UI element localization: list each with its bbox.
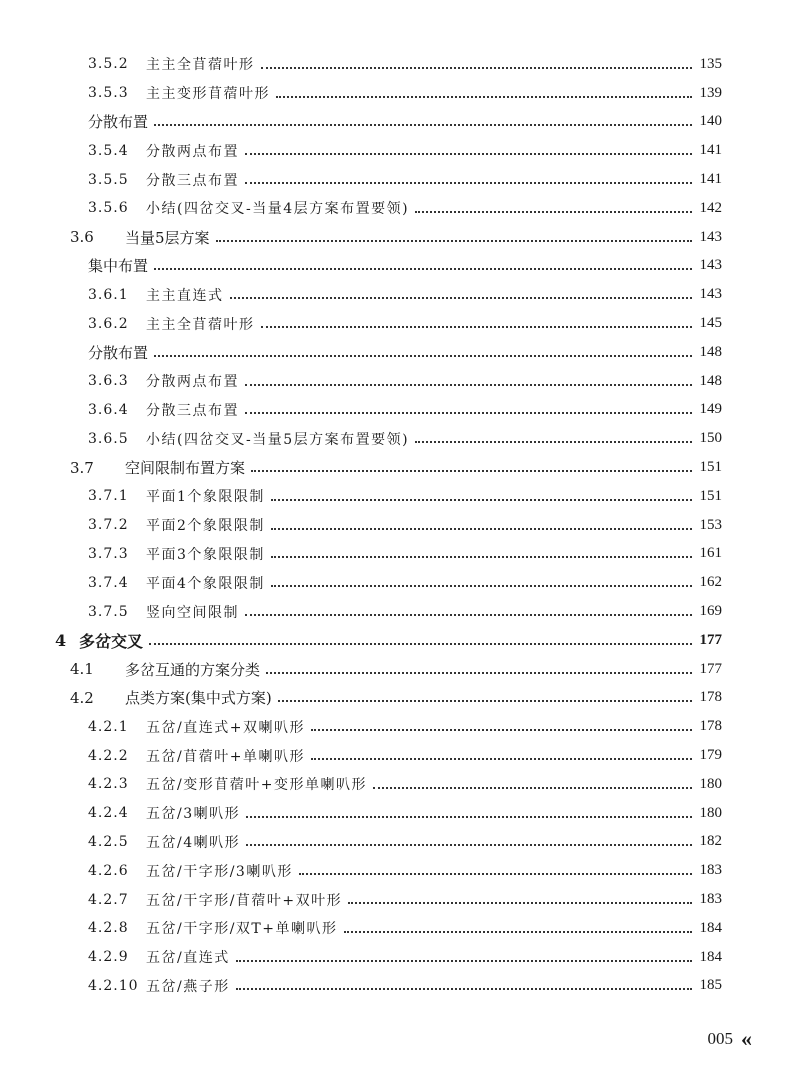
toc-entry-title: 多岔互通的方案分类 bbox=[125, 660, 261, 679]
toc-entry-title: 五岔/干字形/3喇叭形 bbox=[146, 863, 293, 880]
toc-entry-number: 3.5.3 bbox=[88, 85, 129, 102]
toc-entry-title: 竖向空间限制 bbox=[146, 604, 239, 621]
dot-leader bbox=[245, 613, 692, 616]
dot-leader bbox=[245, 383, 692, 386]
toc-entry-page: 141 bbox=[699, 171, 722, 188]
toc-entry-page: 143 bbox=[699, 286, 722, 303]
toc-entry-page: 184 bbox=[699, 919, 722, 936]
toc-entry[interactable] bbox=[0, 424, 790, 453]
dot-leader bbox=[278, 699, 692, 702]
toc-entry-title: 五岔/变形苜蓿叶+变形单喇叭形 bbox=[146, 777, 367, 794]
toc-entry-page: 177 bbox=[699, 631, 722, 648]
toc-entry-page: 150 bbox=[699, 430, 722, 447]
dot-leader bbox=[154, 354, 692, 357]
toc-entry-title: 五岔/4喇叭形 bbox=[146, 834, 241, 851]
toc-entry-number: 4.2.7 bbox=[88, 891, 129, 908]
toc-entry-page: 182 bbox=[699, 833, 722, 850]
toc-entry-title: 空间限制布置方案 bbox=[125, 459, 246, 478]
dot-leader bbox=[373, 786, 692, 789]
toc-entry[interactable] bbox=[0, 511, 790, 540]
toc-entry-number: 3.5.5 bbox=[88, 171, 129, 188]
toc-entry[interactable] bbox=[0, 914, 790, 943]
toc-entry[interactable] bbox=[0, 453, 790, 482]
dot-leader bbox=[245, 181, 692, 184]
toc-entry[interactable] bbox=[0, 568, 790, 597]
dot-leader bbox=[271, 555, 692, 558]
toc-entry[interactable] bbox=[0, 309, 790, 338]
toc-entry[interactable] bbox=[0, 770, 790, 799]
toc-entry-title: 主主直连式 bbox=[146, 287, 224, 304]
toc-entry-page: 183 bbox=[699, 862, 722, 879]
toc-entry[interactable] bbox=[0, 165, 790, 194]
toc-entry[interactable] bbox=[0, 684, 790, 713]
toc-entry[interactable] bbox=[0, 280, 790, 309]
toc-entry-number: 3.6 bbox=[70, 228, 94, 247]
page-number: 005 bbox=[707, 1029, 733, 1048]
toc-entry-page: 162 bbox=[699, 574, 722, 591]
toc-entry-page: 135 bbox=[699, 55, 722, 72]
toc-entry[interactable] bbox=[0, 655, 790, 684]
toc-entry-page: 169 bbox=[699, 603, 722, 620]
toc-entry-number: 4.2.4 bbox=[88, 805, 129, 822]
toc-entry-number: 3.7 bbox=[70, 458, 94, 477]
toc-entry-page: 141 bbox=[699, 142, 722, 159]
toc-entry[interactable] bbox=[0, 799, 790, 828]
toc-entry-page: 151 bbox=[699, 487, 722, 504]
dot-leader bbox=[271, 584, 692, 587]
dot-leader bbox=[299, 872, 692, 875]
toc-entry[interactable] bbox=[0, 108, 790, 137]
toc-entry-title: 多岔交叉 bbox=[79, 631, 144, 651]
toc-entry-page: 185 bbox=[699, 977, 722, 994]
dot-leader bbox=[246, 843, 692, 846]
toc-entry-title: 五岔/干字形/苜蓿叶+双叶形 bbox=[146, 892, 343, 909]
toc-entry-page: 140 bbox=[699, 113, 722, 130]
toc-entry[interactable] bbox=[0, 367, 790, 396]
toc-entry-title: 主主变形苜蓿叶形 bbox=[146, 86, 270, 103]
dot-leader bbox=[311, 728, 692, 731]
toc-entry-title: 分散三点布置 bbox=[146, 402, 239, 419]
dot-leader bbox=[236, 959, 692, 962]
dot-leader bbox=[154, 267, 692, 270]
toc-entry[interactable] bbox=[0, 252, 790, 281]
dot-leader bbox=[154, 123, 692, 126]
toc-entry-number: 3.5.4 bbox=[88, 142, 129, 159]
toc-entry[interactable] bbox=[0, 626, 790, 655]
toc-entry-title: 五岔/苜蓿叶+单喇叭形 bbox=[146, 748, 305, 765]
dot-leader bbox=[149, 642, 692, 645]
toc-entry-title: 小结(四岔交叉-当量5层方案布置要领) bbox=[146, 431, 410, 448]
dot-leader bbox=[271, 527, 692, 530]
toc-entry-number: 4.2.5 bbox=[88, 833, 129, 850]
toc-entry-number: 4.2 bbox=[70, 688, 94, 707]
dot-leader bbox=[245, 152, 692, 155]
toc-entry-number: 3.7.3 bbox=[88, 545, 129, 562]
toc-entry-title: 分散两点布置 bbox=[146, 143, 239, 160]
toc-entry-number: 3.6.3 bbox=[88, 373, 129, 390]
toc-entry-page: 139 bbox=[699, 84, 722, 101]
toc-entry[interactable] bbox=[0, 597, 790, 626]
toc-entry-number: 3.6.4 bbox=[88, 401, 129, 418]
page-footer bbox=[708, 1026, 749, 1052]
dot-leader bbox=[261, 66, 693, 69]
toc-entry-title: 分散布置 bbox=[88, 343, 149, 362]
toc-entry-page: 177 bbox=[699, 660, 722, 677]
toc-entry-page: 179 bbox=[699, 747, 722, 764]
toc-entry[interactable] bbox=[0, 194, 790, 223]
toc-entry-page: 143 bbox=[699, 228, 722, 245]
dot-leader bbox=[311, 757, 692, 760]
toc-entry-number: 3.7.1 bbox=[88, 488, 129, 505]
toc-entry-number: 4.2.2 bbox=[88, 747, 129, 764]
toc-entry-page: 183 bbox=[699, 891, 722, 907]
dot-leader bbox=[245, 411, 692, 414]
toc-entry-title: 平面2个象限限制 bbox=[146, 518, 265, 535]
toc-entry[interactable] bbox=[0, 828, 790, 857]
toc-entry-title: 平面4个象限限制 bbox=[146, 575, 265, 592]
dot-leader bbox=[246, 815, 692, 818]
dot-leader bbox=[216, 239, 692, 242]
toc-entry-title: 小结(四岔交叉-当量4层方案布置要领) bbox=[146, 201, 410, 218]
toc-entry-title: 分散布置 bbox=[88, 113, 149, 132]
toc-entry-page: 151 bbox=[699, 459, 722, 476]
toc-entry-title: 五岔/干字形/双T+单喇叭形 bbox=[146, 921, 338, 938]
toc-entry-title: 平面3个象限限制 bbox=[146, 546, 265, 563]
toc-entry[interactable] bbox=[0, 885, 790, 914]
toc-entry-title: 五岔/直连式 bbox=[146, 950, 230, 967]
toc-entry-number: 4.2.10 bbox=[88, 977, 139, 994]
dot-leader bbox=[266, 671, 692, 674]
toc-entry-number: 3.5.6 bbox=[88, 200, 129, 217]
toc-entry-page: 153 bbox=[699, 516, 722, 533]
toc-entry-number: 4.2.8 bbox=[88, 920, 129, 937]
toc-entry[interactable] bbox=[0, 482, 790, 511]
toc-entry-number: 4 bbox=[55, 630, 67, 650]
toc-entry[interactable] bbox=[0, 79, 790, 108]
dot-leader bbox=[251, 469, 692, 472]
table-of-contents bbox=[0, 50, 790, 1000]
toc-entry-title: 五岔/3喇叭形 bbox=[146, 806, 241, 823]
toc-entry-number: 4.2.6 bbox=[88, 862, 129, 879]
toc-entry-title: 当量5层方案 bbox=[125, 228, 210, 247]
dot-leader bbox=[236, 987, 692, 990]
toc-entry-number: 3.7.5 bbox=[88, 603, 129, 620]
toc-entry-title: 平面1个象限限制 bbox=[146, 489, 265, 506]
toc-entry-title: 点类方案(集中式方案) bbox=[125, 689, 272, 708]
toc-entry[interactable] bbox=[0, 972, 790, 1001]
toc-entry[interactable] bbox=[0, 396, 790, 425]
toc-entry-number: 3.5.2 bbox=[88, 56, 129, 73]
toc-entry[interactable] bbox=[0, 712, 790, 741]
toc-entry-page: 161 bbox=[699, 545, 722, 562]
toc-entry-page: 184 bbox=[699, 948, 722, 965]
dot-leader bbox=[261, 325, 693, 328]
toc-entry[interactable] bbox=[0, 338, 790, 367]
toc-entry-number: 3.6.1 bbox=[88, 286, 129, 303]
toc-entry-page: 180 bbox=[699, 804, 722, 821]
toc-entry-page: 145 bbox=[699, 315, 722, 332]
toc-entry-title: 集中布置 bbox=[88, 257, 149, 276]
dot-leader bbox=[415, 210, 692, 213]
toc-entry-page: 143 bbox=[699, 257, 722, 274]
toc-entry-number: 3.7.2 bbox=[88, 517, 129, 534]
toc-entry-title: 主主全苜蓿叶形 bbox=[146, 316, 255, 333]
toc-entry-title: 五岔/直连式+双喇叭形 bbox=[146, 719, 305, 736]
toc-entry-page: 148 bbox=[699, 372, 722, 389]
toc-entry-number: 4.1 bbox=[70, 660, 94, 679]
toc-entry[interactable] bbox=[0, 856, 790, 885]
toc-entry-number: 4.2.3 bbox=[88, 776, 129, 793]
dot-leader bbox=[415, 440, 692, 443]
toc-entry[interactable] bbox=[0, 741, 790, 770]
toc-entry-page: 149 bbox=[699, 401, 722, 418]
toc-entry-number: 3.7.4 bbox=[88, 574, 129, 591]
dot-leader bbox=[348, 901, 692, 904]
double-chevron-icon: « bbox=[741, 1026, 748, 1051]
toc-entry[interactable] bbox=[0, 540, 790, 569]
toc-entry-number: 4.2.1 bbox=[88, 718, 129, 735]
dot-leader bbox=[344, 930, 692, 933]
toc-entry-page: 148 bbox=[699, 343, 722, 360]
toc-entry-title: 主主全苜蓿叶形 bbox=[146, 57, 255, 74]
toc-entry[interactable] bbox=[0, 136, 790, 165]
toc-entry[interactable] bbox=[0, 943, 790, 972]
toc-entry-title: 五岔/燕子形 bbox=[146, 978, 230, 995]
toc-entry-page: 180 bbox=[699, 775, 722, 792]
dot-leader bbox=[271, 498, 692, 501]
toc-entry-number: 3.6.5 bbox=[88, 430, 129, 447]
toc-entry-title: 分散两点布置 bbox=[146, 374, 239, 391]
toc-entry[interactable] bbox=[0, 50, 790, 79]
toc-entry-number: 3.6.2 bbox=[88, 315, 129, 332]
toc-entry-title: 分散三点布置 bbox=[146, 172, 239, 189]
dot-leader bbox=[276, 95, 692, 98]
toc-entry-page: 178 bbox=[699, 689, 722, 706]
toc-entry-number: 4.2.9 bbox=[88, 949, 129, 966]
toc-entry-page: 142 bbox=[699, 199, 722, 216]
toc-entry[interactable] bbox=[0, 223, 790, 252]
toc-entry-page: 178 bbox=[699, 718, 722, 735]
dot-leader bbox=[230, 296, 693, 299]
